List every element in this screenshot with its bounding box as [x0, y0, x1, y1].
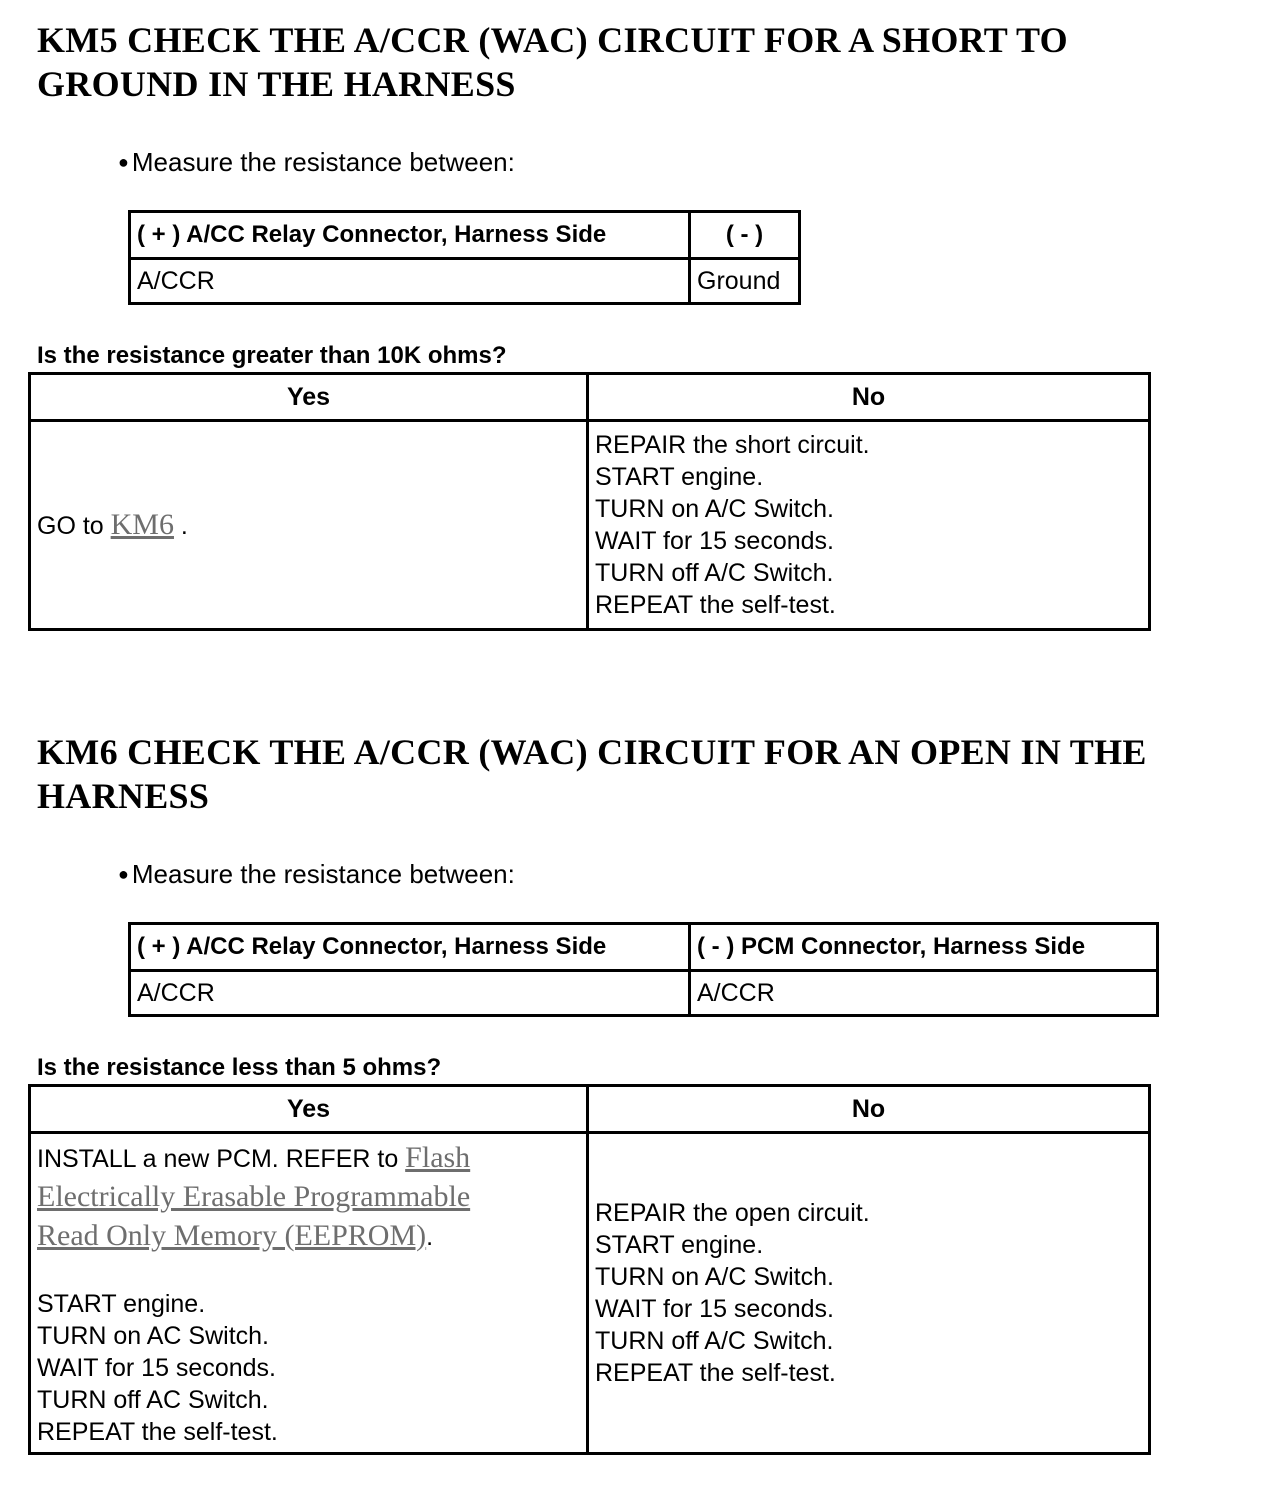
km6-title-line2: HARNESS: [37, 776, 210, 816]
km6-yes-intro-line: [37, 1139, 580, 1178]
km6-yes-line: TURN on AC Switch.: [37, 1321, 270, 1350]
km6-no-line: TURN on A/C Switch.: [595, 1263, 834, 1291]
table-row: [30, 1133, 1150, 1454]
km6-yes-line: START engine.: [37, 1289, 206, 1318]
table-row: [130, 971, 1158, 1016]
table-row: [130, 924, 1158, 971]
km6-yes-cell: [30, 1133, 588, 1454]
km6-no-line: WAIT for 15 seconds.: [595, 1295, 834, 1323]
km6-link-line: [37, 1217, 580, 1256]
km6-no-header: No: [588, 1086, 1150, 1133]
table-row: [130, 259, 800, 304]
bullet-dot-icon: ●: [118, 152, 129, 172]
km5-measure-value-minus: Ground: [690, 259, 800, 304]
km5-yes-prefix: GO to: [37, 511, 111, 540]
km5-title: [37, 18, 1068, 106]
km5-measure-header-minus: ( - ): [690, 212, 800, 259]
km5-yes-header: Yes: [30, 374, 588, 421]
km6-measure-table: [128, 922, 1159, 1017]
km6-measure-header-plus: ( + ) A/CC Relay Connector, Harness Side: [130, 924, 690, 971]
km5-no-line: START engine.: [595, 463, 764, 491]
km6-no-cell: [588, 1133, 1150, 1454]
eeprom-link-part1[interactable]: Flash: [405, 1140, 471, 1174]
km6-no-line: REPAIR the open circuit.: [595, 1199, 870, 1227]
km6-title-line1: KM6 CHECK THE A/CCR (WAC) CIRCUIT FOR AN OPEN IN THE: [37, 732, 1147, 772]
km6-yes-intro: INSTALL a new PCM. REFER to: [37, 1144, 406, 1173]
km6-measure-value-minus: A/CCR: [690, 971, 1158, 1016]
table-row: [130, 212, 800, 259]
km6-bullet-text: Measure the resistance between:: [131, 859, 515, 889]
km5-no-line: TURN on A/C Switch.: [595, 495, 834, 523]
km6-yes-line: REPEAT the self-test.: [37, 1417, 278, 1446]
km6-measure-header-minus: ( - ) PCM Connector, Harness Side: [690, 924, 1158, 971]
km6-no-line: START engine.: [595, 1231, 764, 1259]
km5-no-header: No: [588, 374, 1150, 421]
km5-question: Is the resistance greater than 10K ohms?: [37, 342, 507, 369]
km5-bullet: [118, 147, 515, 177]
spacer: [37, 1256, 580, 1288]
eeprom-link-part3[interactable]: Read Only Memory (EEPROM): [37, 1218, 427, 1252]
table-row: [30, 1086, 1150, 1133]
km6-result-table: [28, 1084, 1151, 1455]
km6-no-line: REPEAT the self-test.: [595, 1359, 836, 1387]
table-row: [30, 421, 1150, 630]
km5-yes-cell: [30, 421, 588, 630]
km5-title-line1: KM5 CHECK THE A/CCR (WAC) CIRCUIT FOR A SHORT TO: [37, 20, 1068, 60]
km5-measure-value-plus: A/CCR: [130, 259, 690, 304]
km5-measure-table: [128, 210, 801, 305]
km6-question: Is the resistance less than 5 ohms?: [37, 1054, 442, 1081]
km6-measure-value-plus: A/CCR: [130, 971, 690, 1016]
km6-title: [37, 730, 1147, 818]
km5-no-cell: [588, 421, 1150, 630]
km6-yes-line: WAIT for 15 seconds.: [37, 1353, 276, 1382]
km5-no-line: REPAIR the short circuit.: [595, 431, 870, 459]
km6-link[interactable]: KM6: [110, 507, 174, 541]
km6-link-line: [37, 1178, 580, 1217]
km5-no-line: REPEAT the self-test.: [595, 591, 836, 619]
km5-no-line: WAIT for 15 seconds.: [595, 527, 834, 555]
km5-no-line: TURN off A/C Switch.: [595, 559, 834, 587]
km6-link-suffix: .: [426, 1222, 434, 1251]
km5-yes-suffix: .: [173, 511, 188, 540]
km6-bullet: [118, 859, 515, 889]
km6-no-line: TURN off A/C Switch.: [595, 1327, 834, 1355]
km5-result-table: [28, 372, 1151, 631]
km6-yes-header: Yes: [30, 1086, 588, 1133]
eeprom-link-part2[interactable]: Electrically Erasable Programmable: [37, 1179, 471, 1213]
km5-bullet-text: Measure the resistance between:: [131, 147, 515, 177]
km6-yes-line: TURN off AC Switch.: [37, 1385, 269, 1414]
table-row: [30, 374, 1150, 421]
km5-title-line2: GROUND IN THE HARNESS: [37, 64, 516, 104]
km5-measure-header-plus: ( + ) A/CC Relay Connector, Harness Side: [130, 212, 690, 259]
bullet-dot-icon: ●: [118, 864, 129, 884]
